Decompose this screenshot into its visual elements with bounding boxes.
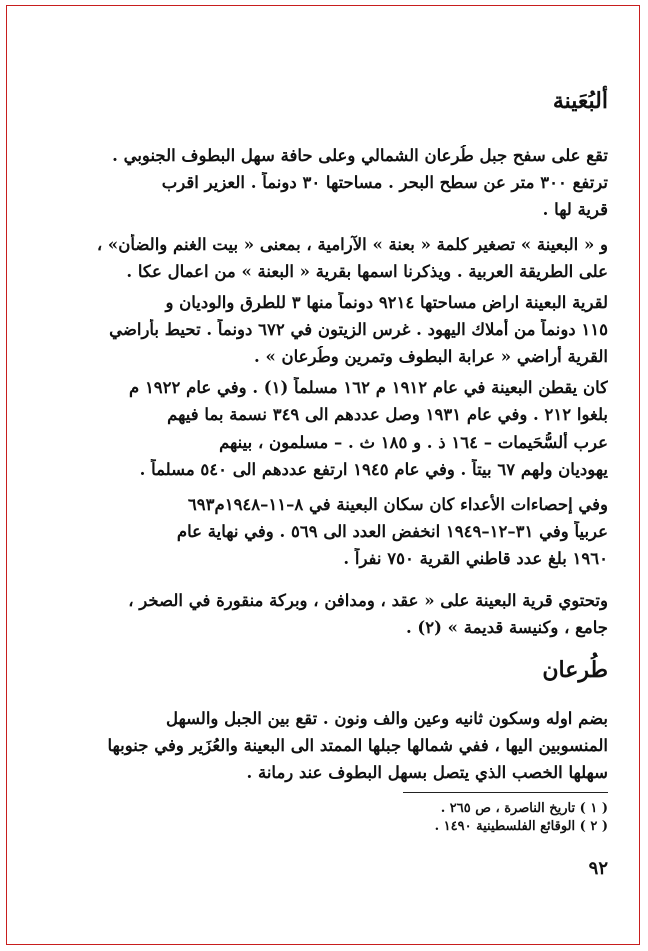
footnote-2: ( ٢ ) الوقائع الفلسطينية ١٤٩٠ . <box>434 819 608 834</box>
text-line: ترتفع ٣٠٠ متر عن سطح البحر . مساحتها ٣٠ دونماً . العزير اقرب <box>161 173 608 192</box>
text-line: ١١٥ دونماً من أملاك اليهود . غرس الزيتون في ٦٧٢ دونماً . تحيط بأراضي <box>109 320 608 339</box>
footnote-1: ( ١ ) تاريخ الناصرة ، ص ٢٦٥ . <box>440 801 608 816</box>
text-line: عربياً وفي ٣١–١٢–١٩٤٩ انخفض العدد الى ٥٦٩ . وفي نهاية عام <box>176 522 608 541</box>
text-line: وتحتوي قرية البعينة على « عقد ، ومدافن ، وبركة منقورة في الصخر ، <box>128 591 608 610</box>
text-line: عرب ألسُّحَيمات – ١٦٤ ذ . و ١٨٥ ث . – مسلمون ، بينهم <box>219 433 608 452</box>
text-line: بلغوا ٢١٢ . وفي عام ١٩٣١ وصل عددهم الى ٣٤٩ نسمة بما فيهم <box>167 405 608 424</box>
text-line: جامع ، وكنيسة قديمة » (٢) . <box>405 618 608 637</box>
footnote-divider <box>403 792 608 793</box>
text-line: كان يقطن البعينة في عام ١٩١٢ م ١٦٢ مسلماً (١) . وفي عام ١٩٢٢ م <box>128 378 608 397</box>
section-title-turan: طُرعان <box>542 657 608 683</box>
text-line: القرية أراضي « عرابة البطوف وتمرين وطُرعان » . <box>253 347 608 366</box>
text-line: يهوديان ولهم ٦٧ بيتاً . وفي عام ١٩٤٥ ارتفع عددهم الى ٥٤٠ مسلماً . <box>139 460 608 479</box>
text-line: سهلها الخصب الذي يتصل بسهل البطوف عند رمانة . <box>246 763 608 782</box>
book-page <box>30 0 608 951</box>
text-line: و « البعينة » تصغير كلمة « بعنة » الآرامية ، بمعنى « بيت الغنم والضأن» ، <box>96 235 608 254</box>
text-line: المنسوبين اليها ، ففي شمالها جبلها الممتد الى البعينة والعُزَير وفي جنوبها <box>107 736 608 755</box>
text-line: تقع على سفح جبل طُرعان الشمالي وعلى حافة سهل البطوف الجنوبي . <box>112 146 608 165</box>
text-line: وفي إحصاءات الأعداء كان سكان البعينة في ٨–١١–١٩٤٨م٦٩٣ <box>187 495 608 514</box>
page-number: ٩٢ <box>588 858 608 879</box>
text-line: لقرية البعينة اراض مساحتها ٩٢١٤ دونماً منها ٣ للطرق والوديان و <box>165 293 608 312</box>
section-title-buayna: ألبُعَينة <box>552 88 608 114</box>
text-line: بضم اوله وسكون ثانيه وعين والف ونون . تقع بين الجبل والسهل <box>165 709 608 728</box>
text-line: ١٩٦٠ بلغ عدد قاطني القرية ٧٥٠ نفراً . <box>343 549 608 568</box>
text-line: قرية لها . <box>542 200 608 219</box>
text-line: على الطريقة العربية . ويذكرنا اسمها بقرية « البعنة » من اعمال عكا . <box>126 262 608 281</box>
